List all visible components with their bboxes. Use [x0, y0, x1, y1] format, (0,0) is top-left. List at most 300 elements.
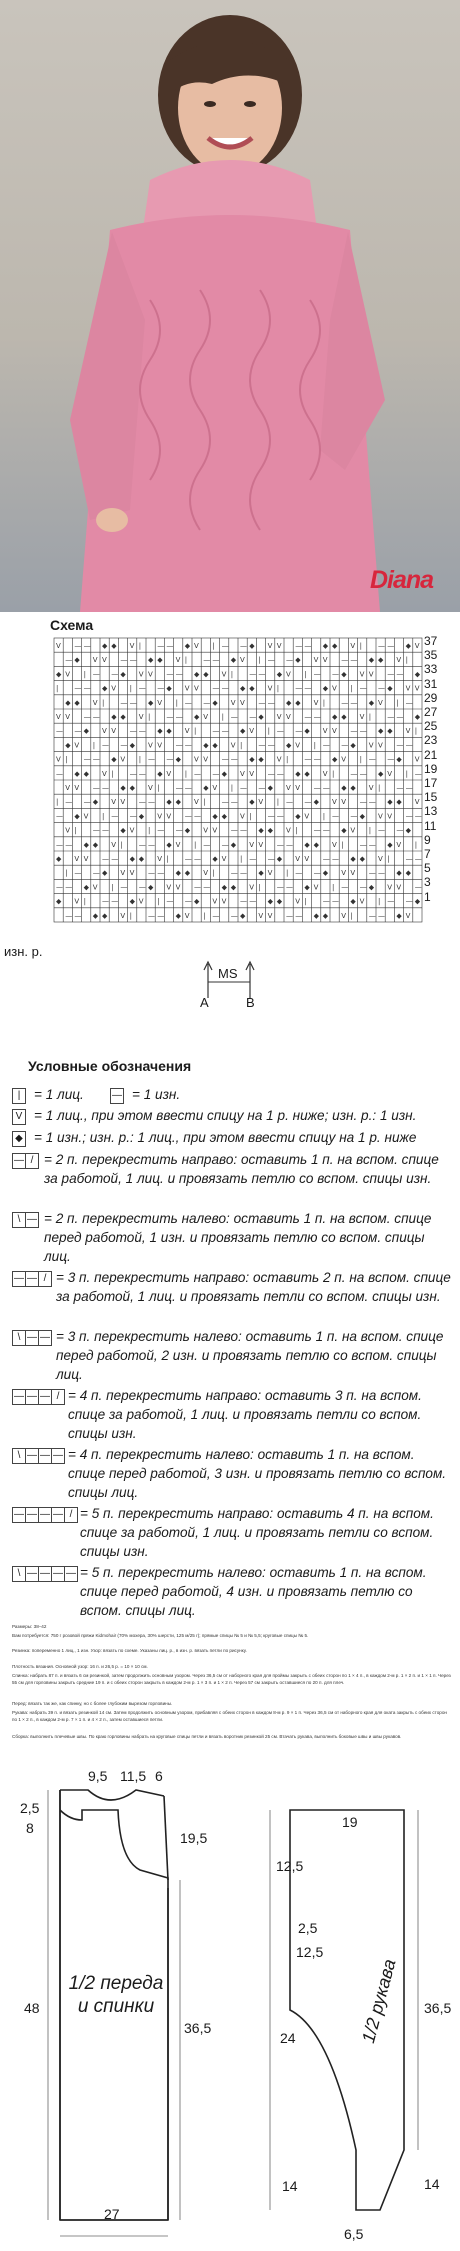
chart-cell-symbol: ◆ — [378, 769, 384, 778]
chart-cell-symbol: | — [56, 798, 59, 807]
chart-cell-symbol: — — [295, 911, 303, 920]
chart-cell-symbol: | — [414, 840, 418, 849]
chart-cell-symbol: ◆ — [194, 670, 200, 679]
chart-cell-symbol: ◆ — [56, 670, 62, 679]
chart-cell-symbol: V — [332, 840, 337, 849]
legend-item: V = 1 лиц., при этом ввести спицу на 1 р. ниже; изн. р.: 1 изн. — [12, 1106, 452, 1126]
chart-cell-symbol: — — [221, 642, 229, 650]
chart-cell-symbol: — — [387, 670, 395, 679]
chart-cell-symbol: — — [276, 840, 284, 849]
chart-cell-symbol: V — [65, 713, 70, 721]
chart-cell-symbol: ◆ — [368, 656, 375, 665]
chart-cell-symbol: — — [304, 642, 312, 650]
chart-cell-symbol: ◆ — [396, 755, 402, 764]
chart-cell-symbol: ◆ — [258, 755, 264, 764]
dim-label: 9,5 — [88, 1768, 108, 1784]
chart-cell-symbol: — — [276, 727, 284, 736]
chart-cell-symbol: ◆ — [148, 883, 154, 892]
legend-item: — — — — / = 5 п. перекрестить направо: оставить 4 п. на вспом. спице за работой, 1 лиц. и провязать петли со вспом. спицы изн. — [14, 1506, 434, 1559]
chart-cell-symbol: | — [166, 855, 169, 863]
chart-cell-symbol: — — [240, 784, 247, 792]
chart-cell-symbol: ◆ — [249, 684, 255, 693]
chart-cell-symbol: ◆ — [350, 741, 356, 750]
chart-cell-symbol: — — [295, 727, 303, 736]
chart-cell-symbol: ◆ — [304, 769, 310, 778]
chart-cell-symbol: ◆ — [341, 784, 347, 792]
chart-cell-symbol: — — [83, 755, 91, 764]
chart-cell-symbol: — — [359, 840, 367, 849]
chart-cell-symbol: V — [194, 755, 199, 764]
chart-cell-symbol: — — [350, 656, 358, 665]
chart-cell-symbol: V — [378, 698, 383, 707]
chart-cell-symbol: V — [276, 642, 282, 650]
chart-cell-symbol: — — [194, 812, 201, 821]
chart-cell-symbol: — — [313, 826, 321, 835]
chart-cell-symbol: V — [295, 741, 300, 750]
chart-cell-symbol: V — [359, 897, 365, 906]
chart-cell-symbol: V — [387, 812, 392, 821]
chart-cell-symbol: — — [157, 911, 165, 920]
chart-cell-symbol: | — [368, 826, 372, 835]
chart-cell-symbol: — — [267, 812, 275, 821]
chart-cell-symbol: V — [240, 769, 245, 778]
chart-cell-symbol: ◆ — [405, 826, 411, 835]
chart-cell-symbol: — — [368, 798, 376, 807]
chart-cell-symbol: — — [387, 642, 395, 650]
chart-cell-symbol: — — [221, 840, 229, 849]
chart-cell-symbol: — — [157, 869, 165, 878]
chart-cell-symbol: — — [56, 840, 63, 849]
chart-cell-symbol: | — [322, 812, 326, 821]
chart-cell-symbol: ◆ — [405, 642, 411, 650]
chart-cell-symbol: ◆ — [148, 698, 154, 707]
dim-label: 24 — [280, 2030, 296, 2046]
chart-cell-symbol: ◆ — [65, 698, 71, 707]
chart-cell-symbol: V — [184, 727, 190, 736]
row-number: 31 — [424, 676, 438, 691]
chart-cell-symbol: — — [368, 755, 376, 764]
dim-label: 2,5 — [298, 1920, 318, 1936]
chart-cell-symbol: — — [359, 798, 367, 807]
chart-cell-symbol: — — [267, 769, 275, 778]
chart-cell-symbol: ◆ — [83, 840, 89, 849]
chart-cell-symbol: — — [267, 741, 275, 750]
chart-cell-symbol: V — [203, 755, 208, 764]
cross-4-left-icon: \ — — — — [12, 1448, 65, 1464]
chart-cell-symbol: — — [212, 911, 220, 920]
chart-cell-symbol: V — [120, 755, 126, 764]
chart-cell-symbol: V — [203, 826, 208, 835]
pattern-materials: Вам потребуется: 750 г розовой пряжи Kidmohair (70% мохера, 30% шерсти, 125 м/25 г); прямые спицы № 5 и № 5,5; круговые спицы № 5. — [12, 1633, 309, 1638]
chart-cell-symbol: | — [184, 656, 188, 665]
dim-label: 11,5 — [120, 1768, 147, 1784]
chart-cell-symbol: V — [92, 656, 98, 665]
chart-cell-symbol: ◆ — [175, 911, 181, 920]
chart-cell-symbol: | — [267, 727, 270, 736]
chart-cell-symbol: | — [332, 769, 335, 778]
chart-cell-symbol: V — [249, 727, 254, 736]
chart-cell-symbol: V — [148, 670, 153, 679]
chart-cell-symbol: — — [396, 670, 404, 679]
chart-cell-symbol: ◆ — [56, 855, 62, 863]
chart-cell-symbol: | — [92, 741, 96, 750]
chart-cell-symbol: ◆ — [129, 897, 135, 906]
chart-cell-symbol: — — [286, 798, 293, 807]
chart-cell-symbol: | — [194, 727, 197, 736]
cross-4-right-icon: — — — / — [12, 1389, 65, 1405]
dim-label: 36,5 — [424, 2000, 452, 2016]
chart-cell-symbol: V — [387, 769, 392, 778]
chart-cell-symbol: — — [258, 698, 266, 707]
chart-cell-symbol: | — [203, 911, 206, 920]
chart-cell-symbol: | — [129, 911, 132, 920]
chart-cell-symbol: — — [249, 897, 257, 906]
dim-label: 19,5 — [180, 1830, 208, 1846]
chart-cell-symbol: V — [148, 741, 153, 750]
chart-cell-symbol: ◆ — [212, 855, 218, 863]
chart-cell-symbol: — — [92, 869, 100, 878]
chart-cell-symbol: V — [295, 784, 300, 792]
chart-cell-symbol: V — [341, 911, 346, 920]
legend-item: \ — = 2 п. перекрестить налево: оставить 1 п. на вспом. спице перед работой, 1 изн. и провязать петлю со вспом. спицы лиц. — [12, 1209, 452, 1269]
chart-cell-symbol: — — [378, 642, 385, 650]
chart-cell-symbol: — — [138, 769, 146, 778]
chart-cell-symbol: — — [65, 840, 73, 849]
chart-cell-symbol: — — [322, 855, 330, 863]
chart-cell-symbol: — — [405, 784, 413, 792]
pattern-sleeves: Рукава: набрать 39 п. и вязать резинкой 14 см. Затем продолжить основным узором, прибавляя с обеих сторон в каждом 8-м р. 9 × 1 п. Через 36,5 см от наборного края для оката закрыть с обеих сторон по 1 × 2 п., в каждом 2-м р. 7 × 1 п. и 4 × 2 п., затем оставшиеся петли. — [12, 1710, 447, 1722]
chart-cell-symbol: ◆ — [359, 812, 365, 821]
chart-cell-symbol: ◆ — [148, 656, 154, 665]
chart-cell-symbol: V — [184, 684, 190, 693]
chart-cell-symbol: V — [267, 642, 273, 650]
chart-cell-symbol: — — [230, 826, 238, 835]
chart-cell-symbol: — — [194, 855, 201, 863]
chart-cell-symbol: | — [341, 840, 344, 849]
chart-cell-symbol: — — [148, 798, 155, 807]
dim-label: 27 — [104, 2206, 120, 2222]
chart-cell-symbol: — — [148, 911, 155, 920]
chart-cell-symbol: V — [111, 798, 116, 807]
dim-label: 14 — [282, 2178, 298, 2194]
chart-cell-symbol: V — [286, 826, 291, 835]
chart-cell-symbol: — — [166, 713, 174, 721]
chart-cell-symbol: ◆ — [157, 727, 163, 736]
chart-cell-symbol: ◆ — [341, 670, 347, 679]
chart-cell-symbol: ◆ — [184, 642, 191, 650]
chart-cell-symbol: ◆ — [322, 642, 329, 650]
chart-cell-symbol: ◆ — [286, 698, 292, 707]
chart-cell-symbol: V — [203, 869, 208, 878]
chart-cell-symbol: ◆ — [166, 727, 172, 736]
chart-cell-symbol: | — [111, 883, 114, 892]
chart-cell-symbol: — — [387, 897, 395, 906]
chart-cell-symbol: — — [138, 883, 146, 892]
chart-cell-symbol: ◆ — [56, 897, 62, 906]
chart-cell-symbol: V — [221, 855, 227, 863]
chart-cell-symbol: ◆ — [111, 713, 117, 721]
chart-cell-symbol: | — [65, 869, 68, 878]
chart-cell-symbol: — — [83, 642, 91, 650]
dim-label: 12,5 — [296, 1944, 324, 1960]
row-number: 37 — [424, 634, 438, 648]
chart-cell-symbol: — — [322, 826, 330, 835]
chart-cell-symbol: — — [276, 769, 284, 778]
chart-cell-symbol: | — [414, 727, 418, 736]
dim-label: 36,5 — [184, 2020, 212, 2036]
chart-cell-symbol: — — [368, 911, 376, 920]
row-number: 15 — [424, 790, 438, 805]
chart-cell-symbol: — — [212, 656, 220, 665]
ms-label: MS — [218, 966, 238, 981]
wrong-row-label: изн. р. — [4, 944, 43, 959]
chart-cell-symbol: V — [230, 698, 236, 707]
chart-cell-symbol: | — [276, 684, 280, 693]
chart-cell-symbol: — — [295, 684, 303, 693]
chart-cell-symbol: | — [83, 897, 86, 906]
chart-cell-symbol: — — [240, 869, 247, 878]
chart-cell-symbol: — — [332, 855, 339, 863]
chart-cell-symbol: — — [102, 855, 109, 863]
chart-cell-symbol: ◆ — [120, 713, 126, 721]
chart-cell-symbol: — — [396, 713, 404, 721]
row-number: 29 — [424, 690, 438, 705]
chart-cell-symbol: V — [378, 855, 383, 863]
chart-cell-symbol: — — [313, 670, 321, 679]
chart-cell-symbol: ◆ — [129, 855, 135, 863]
chart-cell-symbol: — — [120, 741, 128, 750]
chart-cell-symbol: V — [65, 826, 70, 835]
chart-cell-symbol: V — [405, 911, 411, 920]
chart-cell-symbol: V — [138, 670, 144, 679]
chart-cell-symbol: — — [184, 741, 192, 750]
chart-cell-symbol: ◆ — [92, 911, 99, 920]
chart-cell-symbol: ◆ — [175, 798, 181, 807]
chart-cell-symbol: | — [175, 698, 178, 707]
chart-cell-symbol: V — [129, 826, 135, 835]
chart-cell-symbol: ◆ — [157, 656, 163, 665]
chart-cell-symbol: V — [341, 869, 346, 878]
chart-cell-symbol: V — [286, 784, 291, 792]
cross-5-left-icon: \ — — — — — [12, 1566, 78, 1582]
chart-cell-symbol: | — [359, 755, 362, 764]
chart-cell-symbol: V — [286, 713, 291, 721]
chart-cell-symbol: — — [405, 812, 413, 821]
chart-cell-symbol: | — [304, 670, 307, 679]
chart-cell-symbol: V — [276, 755, 282, 764]
chart-cell-symbol: — — [175, 741, 183, 750]
chart-cell-symbol: V — [83, 812, 89, 821]
chart-cell-symbol: — — [56, 727, 63, 736]
chart-cell-symbol: ◆ — [111, 755, 117, 764]
chart-cell-symbol: — — [74, 684, 82, 693]
chart-cell-symbol: | — [286, 755, 289, 764]
chart-cell-symbol: — — [387, 713, 395, 721]
chart-cell-symbol: — — [129, 698, 137, 707]
chart-cell-symbol: — — [102, 741, 109, 750]
chart-cell-symbol: | — [203, 798, 206, 807]
chart-cell-symbol: ◆ — [212, 741, 218, 750]
chart-cell-symbol: — — [120, 656, 128, 665]
chart-cell-symbol: — — [258, 741, 266, 750]
chart-cell-symbol: V — [212, 784, 218, 792]
chart-cell-symbol: | — [332, 883, 335, 892]
chart-cell-symbol: ◆ — [184, 869, 191, 878]
chart-cell-symbol: V — [148, 784, 153, 792]
chart-cell-symbol: — — [286, 840, 293, 849]
chart-cell-symbol: — — [148, 840, 155, 849]
chart-cell-symbol: V — [332, 684, 337, 693]
chart-cell-symbol: V — [83, 855, 89, 863]
chart-cell-symbol: — — [313, 869, 321, 878]
chart-cell-symbol: | — [240, 855, 243, 863]
chart-cell-symbol: | — [221, 713, 224, 721]
chart-cell-symbol: — — [65, 656, 73, 665]
chart-cell-symbol: ◆ — [396, 911, 402, 920]
legend-item: — — / = 3 п. перекрестить направо: оставить 2 п. на вспом. спице за работой, 1 лиц. и провязать петли со вспом. спицы изн. — [14, 1270, 451, 1304]
chart-cell-symbol: — — [359, 684, 367, 693]
cross-2-right-icon: — / — [12, 1153, 39, 1169]
chart-cell-symbol: — — [56, 769, 63, 778]
chart-cell-symbol: — — [56, 812, 63, 821]
chart-cell-symbol: — — [83, 798, 91, 807]
chart-cell-symbol: — — [148, 755, 155, 764]
chart-cell-symbol: — — [378, 869, 385, 878]
chart-cell-symbol: V — [221, 670, 227, 679]
chart-cell-symbol: ◆ — [276, 670, 283, 679]
chart-cell-symbol: — — [350, 698, 358, 707]
front-piece-label: 1/2 переда и спинки — [68, 1973, 164, 2017]
sleeve-piece-label: 1/2 рукава — [358, 1956, 400, 2046]
chart-cell-symbol: — — [267, 855, 275, 863]
chart-cell-symbol: V — [157, 812, 162, 821]
chart-cell-symbol: V — [92, 698, 98, 707]
brand-logo: Diana — [370, 566, 434, 594]
chart-cell-symbol: V — [368, 784, 374, 792]
chart-cell-symbol: ◆ — [212, 698, 218, 707]
chart-cell-symbol: — — [111, 812, 119, 821]
chart-cell-symbol: — — [322, 741, 330, 750]
chart-cell-symbol: | — [102, 698, 105, 707]
chart-cell-symbol: — — [405, 897, 413, 906]
chart-cell-symbol: — — [341, 656, 349, 665]
chart-cell-symbol: V — [212, 826, 218, 835]
chart-title: Схема — [50, 617, 94, 633]
chart-cell-symbol: ◆ — [350, 897, 356, 906]
chart-cell-symbol: ◆ — [350, 855, 356, 863]
chart-cell-symbol: ◆ — [322, 684, 329, 693]
row-number: 5 — [424, 861, 431, 876]
chart-cell-symbol: — — [378, 826, 385, 835]
chart-cell-symbol: ◆ — [267, 826, 273, 835]
chart-cell-symbol: ◆ — [276, 897, 283, 906]
chart-cell-symbol: V — [350, 869, 356, 878]
row-number: 33 — [424, 662, 438, 677]
chart-cell-symbol: | — [212, 642, 215, 650]
chart-cell-symbol: V — [194, 684, 199, 693]
chart-cell-symbol: — — [184, 698, 192, 707]
dim-label: 6 — [155, 1768, 163, 1784]
chart-cell-symbol: — — [83, 684, 91, 693]
chart-cell-symbol: | — [313, 741, 316, 750]
chart-cell-symbol: ◆ — [304, 840, 310, 849]
chart-cell-symbol: V — [166, 769, 172, 778]
chart-cell-symbol: V — [56, 713, 61, 721]
chart-cell-symbol: V — [129, 642, 135, 650]
chart-cell-symbol: V — [175, 883, 181, 892]
chart-cell-symbol: — — [111, 855, 119, 863]
chart-cell-symbol: ◆ — [258, 826, 264, 835]
chart-cell-symbol: ◆ — [230, 883, 237, 892]
chart-cell-symbol: — — [240, 642, 247, 650]
legend-item: \ — — — — = 5 п. перекрестить налево: оставить 1 п. на вспом. спице перед работой, 4 изн. и провязать петлю со вспом. спицы лиц. — [12, 1563, 452, 1623]
chart-cell-symbol: — — [286, 883, 293, 892]
chart-cell-symbol: — — [276, 812, 284, 821]
chart-cell-symbol: V — [368, 670, 374, 679]
chart-cell-symbol: | — [350, 684, 353, 693]
chart-cell-symbol: — — [322, 784, 330, 792]
chart-cell-symbol: V — [267, 869, 273, 878]
chart-cell-symbol: ◆ — [387, 840, 393, 849]
pattern-front: Перед: вязать так же, как спинку, но с более глубоким вырезом горловины. — [12, 1701, 173, 1706]
row-number: 11 — [424, 818, 437, 833]
chart-cell-symbol: — — [65, 798, 73, 807]
chart-cell-symbol: | — [184, 769, 188, 778]
chart-cell-symbol: V — [203, 713, 208, 721]
chart-cell-symbol: | — [83, 670, 86, 679]
chart-cell-symbol: | — [304, 897, 307, 906]
row-number: 25 — [424, 719, 438, 734]
row-number: 35 — [424, 648, 438, 663]
chart-cell-symbol: | — [258, 883, 261, 892]
dim-label: 2,5 — [20, 1800, 40, 1816]
chart-cell-symbol: — — [322, 897, 330, 906]
chart-cell-symbol: — — [286, 911, 293, 920]
chart-cell-symbol: | — [74, 826, 77, 835]
legend-item: — / = 2 п. перекрестить направо: оставить 1 п. на вспом. спице за работой, 1 лиц. и провязать петлю со вспом. спицы изн. — [14, 1152, 439, 1186]
chart-cell-symbol: V — [175, 656, 181, 665]
chart-cell-symbol: | — [276, 798, 280, 807]
chart-cell-symbol: — — [276, 883, 284, 892]
chart-cell-symbol: ◆ — [276, 855, 283, 863]
chart-cell-symbol: — — [111, 670, 119, 679]
chart-cell-symbol: ◆ — [175, 755, 181, 764]
chart-cell-symbol: V — [120, 869, 126, 878]
chart-cell-symbol: — — [166, 670, 174, 679]
chart-cell-symbol: — — [92, 755, 100, 764]
chart-cell-symbol: V — [249, 769, 254, 778]
chart-cell-symbol: — — [138, 840, 146, 849]
chart-cell-symbol: V — [267, 684, 273, 693]
chart-cell-symbol: — — [102, 826, 109, 835]
chart-cell-symbol: V — [92, 883, 98, 892]
chart-cell-symbol: ◆ — [405, 869, 411, 878]
chart-cell-symbol: — — [184, 812, 192, 821]
chart-cell-symbol: ◆ — [249, 798, 255, 807]
chart-cell-symbol: V — [240, 698, 245, 707]
row-number: 17 — [424, 776, 438, 791]
chart-cell-symbol: — — [396, 784, 404, 792]
chart-cell-symbol: | — [368, 713, 372, 721]
chart-cell-symbol: — — [194, 883, 201, 892]
chart-cell-symbol: — — [368, 869, 376, 878]
chart-cell-symbol: V — [212, 897, 218, 906]
chart-cell-symbol: — — [92, 713, 100, 721]
chart-cell-symbol: — — [157, 826, 165, 835]
chart-cell-symbol: | — [387, 855, 390, 863]
chart-cell-symbol: ◆ — [138, 812, 145, 821]
chart-cell-symbol: ◆ — [249, 642, 255, 650]
